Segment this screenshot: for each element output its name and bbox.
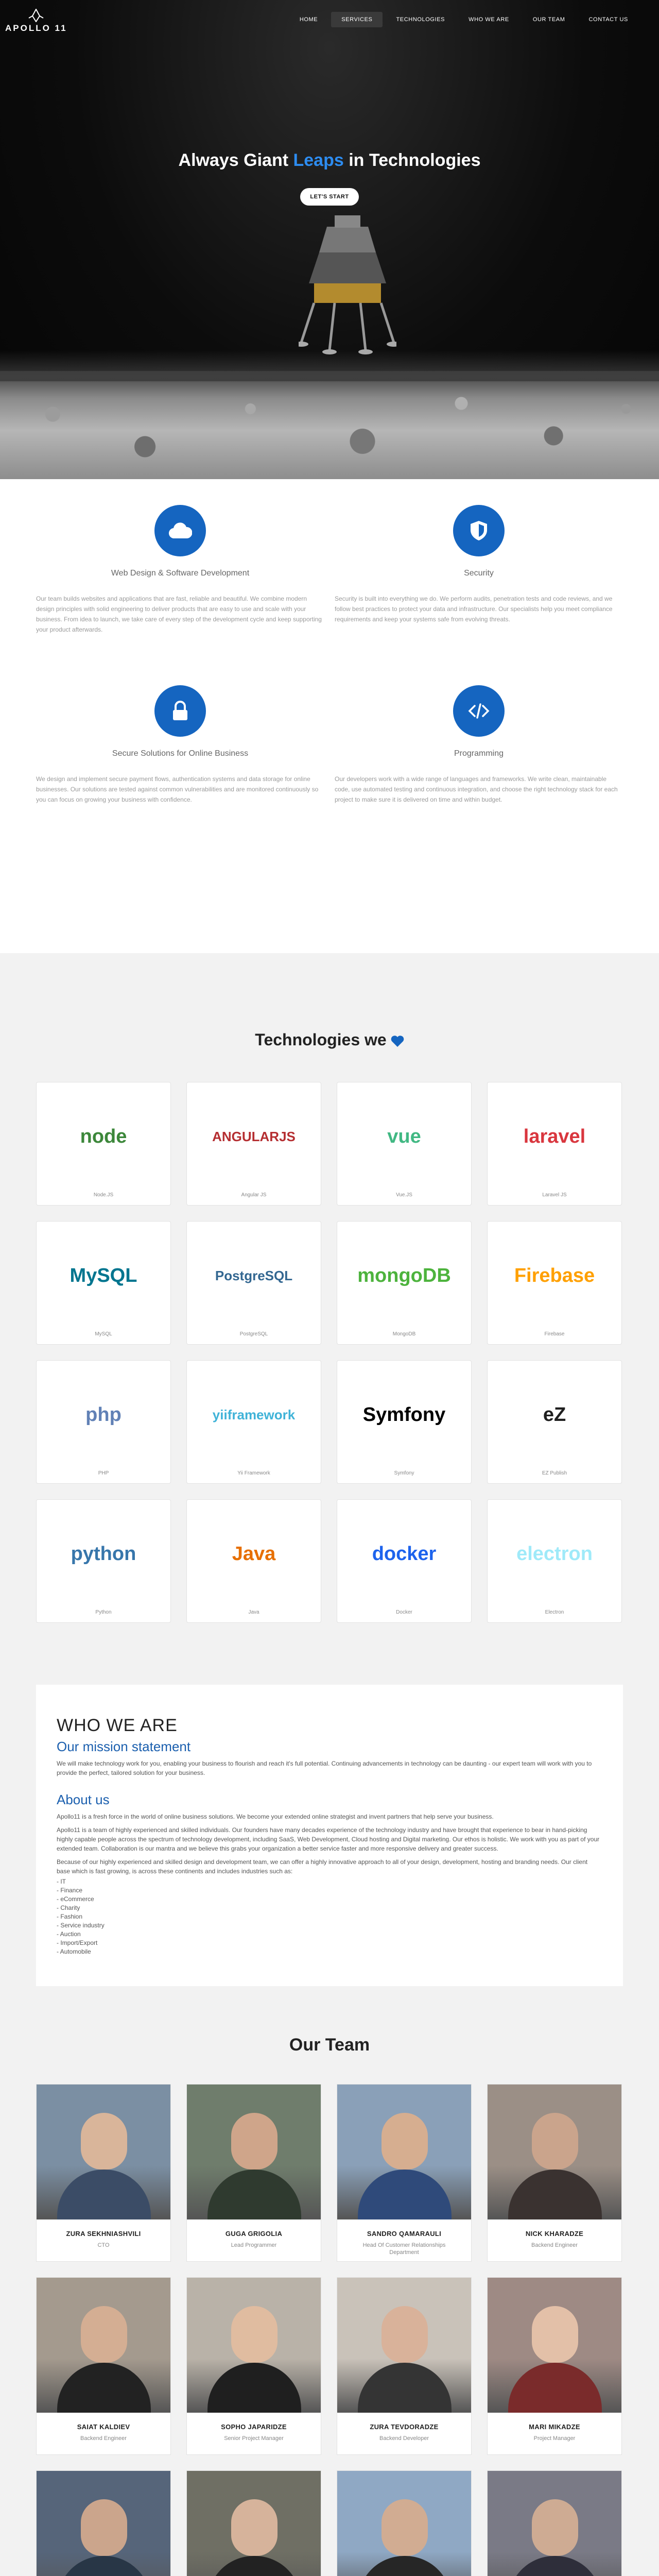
tech-card (36, 1082, 171, 1206)
member-photo (337, 2471, 471, 2576)
who-we-are-title: WHO WE ARE (57, 1716, 178, 1735)
service-description: We design and implement secure payment flows, authentication systems and data storage for online businesses. Our solutions are tested against common vulnerabilities and are monitored continuously so you can focus on growing your business with confidence. (36, 775, 319, 803)
top-navbar (0, 0, 659, 39)
member-role: Head Of Customer Relationships Department (362, 2242, 446, 2256)
who-we-are-card (36, 1685, 623, 1986)
tech-name: PHP (98, 1470, 109, 1476)
tech-card (186, 1221, 321, 1345)
technologies-section (0, 953, 659, 1685)
team-member-card (337, 2470, 472, 2576)
member-name: ZURA SEKHNIASHVILI (66, 2230, 141, 2238)
tech-card (337, 1360, 472, 1484)
member-photo (187, 2471, 321, 2576)
member-name: SAIAT KALDIEV (77, 2423, 130, 2431)
member-photo (187, 2084, 321, 2219)
tech-logo-icon: mongoDB (357, 1264, 451, 1286)
lunar-lander-image (299, 206, 396, 361)
nav-link-our-team[interactable]: OUR TEAM (532, 16, 565, 23)
service-title: Secure Solutions for Online Business (112, 749, 249, 758)
service-description: Our developers work with a wide range of languages and frameworks. We write clean, maintainable code, use automated testing and continuous integration, and choose the right technology stack for each project to make sure it is delivered on time and within budget. (335, 775, 618, 803)
member-role: Backend Developer (379, 2435, 429, 2442)
tech-name: Node.JS (93, 1192, 114, 1198)
tech-card (487, 1221, 622, 1345)
code-icon (453, 685, 505, 737)
industry-item: - Automobile (57, 1948, 91, 1955)
tech-logo-icon: Symfony (362, 1403, 446, 1426)
service-title: Security (464, 569, 494, 578)
member-role: Senior Project Manager (224, 2435, 284, 2442)
member-photo-body (508, 2170, 602, 2219)
tech-name: Laravel JS (542, 1192, 567, 1198)
tech-card (186, 1082, 321, 1206)
tech-card (487, 1360, 622, 1484)
tech-card (36, 1499, 171, 1623)
member-photo-body (508, 2556, 602, 2576)
tech-logo-icon: MySQL (70, 1264, 137, 1286)
tech-name: EZ Publish (542, 1470, 567, 1476)
tech-card (487, 1082, 622, 1206)
about-title: About us (57, 1792, 110, 1807)
brand-logo[interactable] (5, 9, 67, 33)
team-member-card (487, 2084, 622, 2262)
member-photo-body (207, 2556, 301, 2576)
service-description: Security is built into everything we do. We perform audits, penetration tests and code reviews, and we follow best practices to protect your data and infrastructure. Our specialists help you meet compliance requirements and keep your systems safe from evolving threats. (335, 595, 613, 623)
lets-start-button[interactable]: LET'S START (300, 188, 359, 206)
member-role: Lead Programmer (231, 2242, 277, 2248)
member-photo-body (358, 2556, 452, 2576)
mission-text: We will make technology work for you, enabling your business to flourish and reach it's full potential. Continuing advancements in technology can be daunting - our expert team will work with you to provide the perfect, tailored solution for your business. (57, 1760, 592, 1776)
industry-item: - IT (57, 1878, 66, 1885)
member-photo-body (207, 2363, 301, 2413)
lock-icon (154, 685, 206, 737)
team-member-card (487, 2470, 622, 2576)
member-photo-body (57, 2363, 151, 2413)
tech-name: Docker (396, 1609, 412, 1615)
tech-card (36, 1360, 171, 1484)
member-name: NICK KHARADZE (525, 2230, 584, 2238)
tech-logo-icon: Firebase (514, 1264, 595, 1286)
tech-logo-icon: php (85, 1403, 122, 1426)
rocket-logo-icon (27, 9, 45, 22)
nav-link-services[interactable]: SERVICES (331, 12, 383, 27)
service-programming (330, 685, 628, 805)
about-paragraph-3: Because of our highly experienced and skilled design and development team, we can offer a highly innovative approach to all of your design, development, hosting and branding needs. Our client base which is fast growing, is across these continents and includes industries such as: (57, 1858, 588, 1875)
member-photo (488, 2471, 621, 2576)
tech-logo-icon: yiiframework (212, 1406, 296, 1422)
team-member-card (337, 2084, 472, 2262)
about-paragraph-2: Apollo11 is a team of highly experienced and skilled individuals. Our founders have many decades experience of the technology industry and have brought that experience to bear in hand-picking highly capable people across the spectrum of technology development, including SaaS, Web Development, Cloud hosting and Digital marketing. Our ethos is holistic. We work with you as part of your extended team. Collaboration is our mantra and we believe this grabs your organization a better service faster and more responsive delivery and greater success. (57, 1826, 600, 1852)
member-photo (187, 2278, 321, 2413)
tech-name: Yii Framework (237, 1470, 270, 1476)
industry-item: - eCommerce (57, 1895, 94, 1903)
member-photo-head (81, 2306, 127, 2363)
service-title: Programming (454, 749, 504, 758)
hero-title-accent: Leaps (293, 150, 344, 170)
member-photo-head (532, 2113, 578, 2170)
tech-name: Angular JS (241, 1192, 267, 1198)
industry-item: - Auction (57, 1930, 81, 1938)
who-we-are-section (0, 1685, 659, 2035)
heart-icon (391, 1035, 404, 1047)
member-name: SANDRO QAMARAULI (367, 2230, 442, 2238)
tech-logo-icon: PostgreSQL (215, 1267, 293, 1283)
team-member-card (36, 2084, 171, 2262)
industry-item: - Fashion (57, 1913, 83, 1920)
hero-section (0, 0, 659, 479)
member-photo-head (231, 2306, 278, 2363)
mission-title: Our mission statement (57, 1739, 191, 1754)
team-member-card (36, 2277, 171, 2455)
tech-card (337, 1499, 472, 1623)
member-role: CTO (97, 2242, 110, 2248)
industry-item: - Import/Export (57, 1939, 98, 1946)
member-photo (488, 2084, 621, 2219)
service-secure-solutions (31, 685, 330, 805)
service-web-design (31, 505, 330, 635)
tech-name: Symfony (394, 1470, 414, 1476)
industry-item: - Service industry (57, 1922, 105, 1929)
technologies-grid (36, 1082, 623, 1623)
tech-name: Java (248, 1609, 259, 1615)
nav-link-who-we-are[interactable]: WHO WE ARE (469, 16, 509, 23)
industry-item: - Charity (57, 1904, 80, 1911)
service-description: Our team builds websites and applications that are fast, reliable and beautiful. We combine modern design principles with solid engineering to deliver products that are easy to use and scale with your business. From idea to launch, we take care of every step of the development cycle and keep supporting your product afterwards. (36, 595, 322, 633)
member-photo-body (207, 2170, 301, 2219)
tech-logo-icon: ANGULARJS (212, 1128, 296, 1144)
nav-link-technologies[interactable]: TECHNOLOGIES (396, 16, 445, 23)
moon-surface-background (0, 371, 659, 479)
team-member-card (337, 2277, 472, 2455)
member-photo (37, 2278, 170, 2413)
team-member-card (186, 2470, 321, 2576)
member-photo (488, 2278, 621, 2413)
member-photo-head (381, 2113, 428, 2170)
tech-logo-icon: docker (372, 1543, 437, 1565)
team-member-card (36, 2470, 171, 2576)
team-member-card (186, 2084, 321, 2262)
member-photo-head (532, 2499, 578, 2556)
tech-name: MongoDB (392, 1331, 416, 1337)
member-photo (37, 2084, 170, 2219)
member-role: Backend Engineer (80, 2435, 127, 2442)
tech-logo-icon: node (80, 1125, 127, 1147)
team-section (0, 2035, 659, 2576)
tech-name: Electron (545, 1609, 564, 1615)
tech-card (487, 1499, 622, 1623)
tech-name: Python (95, 1609, 112, 1615)
services-section (0, 479, 659, 953)
nav-link-home[interactable]: HOME (299, 16, 318, 23)
team-member-card (186, 2277, 321, 2455)
cloud-icon (154, 505, 206, 556)
tech-name: MySQL (95, 1331, 112, 1337)
tech-card (186, 1360, 321, 1484)
member-photo-body (508, 2363, 602, 2413)
service-security (330, 505, 628, 624)
member-name: MARI MIKADZE (529, 2423, 580, 2431)
member-photo-body (57, 2556, 151, 2576)
member-name: ZURA TEVDORADZE (370, 2423, 439, 2431)
member-photo (337, 2084, 471, 2219)
tech-card (337, 1082, 472, 1206)
tech-logo-icon: eZ (543, 1403, 566, 1426)
tech-logo-icon: electron (516, 1543, 593, 1565)
tech-card (186, 1499, 321, 1623)
member-photo-head (81, 2499, 127, 2556)
hero-title: Always Giant Leaps in Technologies (178, 150, 481, 170)
member-role: Backend Engineer (531, 2242, 578, 2248)
member-photo-head (381, 2306, 428, 2363)
tech-name: Firebase (544, 1331, 565, 1337)
member-photo-head (231, 2113, 278, 2170)
shield-icon (453, 505, 505, 556)
service-title: Web Design & Software Development (111, 569, 250, 578)
tech-logo-icon: laravel (523, 1125, 586, 1147)
tech-card (36, 1221, 171, 1345)
tech-name: PostgreSQL (239, 1331, 268, 1337)
member-photo-body (358, 2363, 452, 2413)
member-photo-body (57, 2170, 151, 2219)
nav-menu (289, 12, 638, 27)
member-name: SOPHO JAPARIDZE (221, 2423, 287, 2431)
member-photo-head (381, 2499, 428, 2556)
technologies-title: Technologies we (0, 1030, 659, 1049)
member-role: Project Manager (533, 2435, 576, 2442)
brand-name: APOLLO 11 (5, 23, 67, 33)
team-member-card (487, 2277, 622, 2455)
industries-list (57, 1878, 602, 1956)
tech-logo-icon: Java (232, 1543, 276, 1565)
member-name: GUGA GRIGOLIA (225, 2230, 283, 2238)
about-paragraph-1: Apollo11 is a fresh force in the world of online business solutions. We become your extended online strategist and invent partners that help serve your business. (57, 1813, 494, 1820)
member-photo-head (532, 2306, 578, 2363)
industry-item: - Finance (57, 1887, 83, 1894)
tech-logo-icon: python (71, 1543, 136, 1565)
nav-link-contact-us[interactable]: CONTACT US (588, 16, 628, 23)
member-photo (337, 2278, 471, 2413)
tech-logo-icon: vue (387, 1125, 421, 1147)
tech-card (337, 1221, 472, 1345)
member-photo-body (358, 2170, 452, 2219)
member-photo-head (81, 2113, 127, 2170)
member-photo (37, 2471, 170, 2576)
member-photo-head (231, 2499, 278, 2556)
team-grid (36, 2084, 623, 2576)
team-title: Our Team (289, 2035, 370, 2055)
tech-name: Vue.JS (396, 1192, 412, 1198)
